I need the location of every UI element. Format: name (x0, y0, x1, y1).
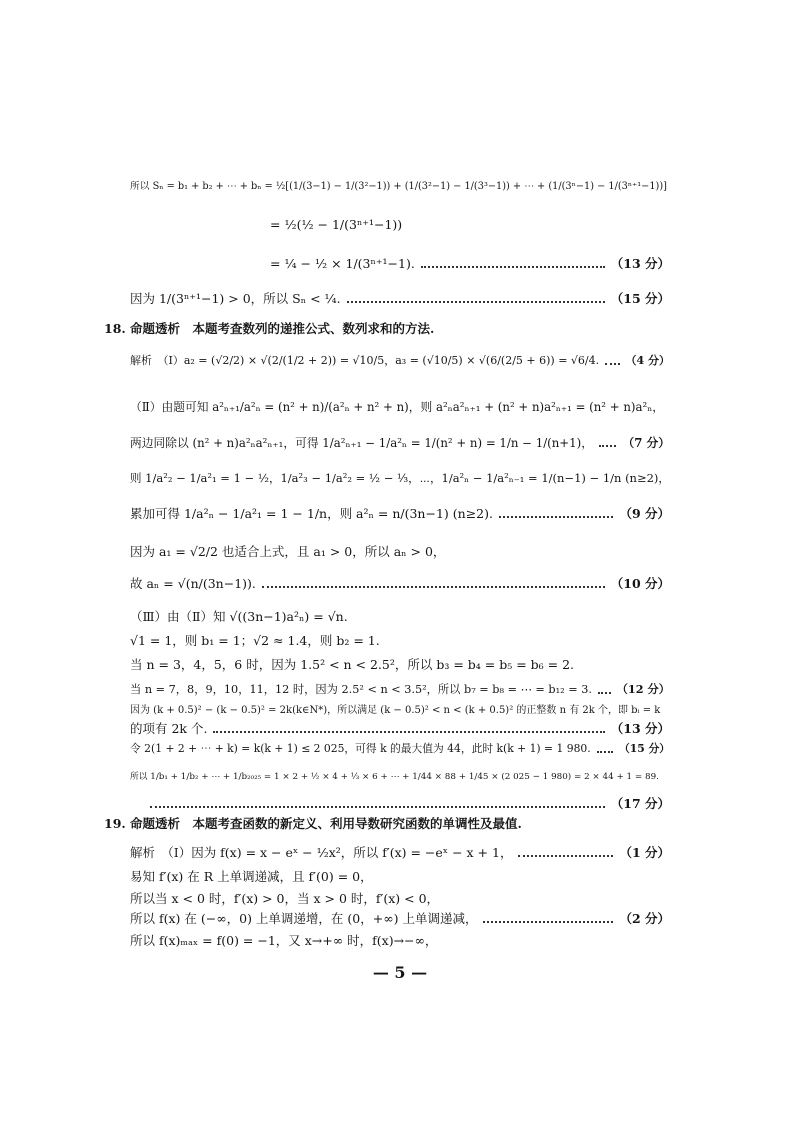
q18-part3-line7 (130, 740, 670, 758)
leader-dots (421, 266, 605, 268)
question-18-title: 命题透析 本题考查数列的递推公式、数列求和的方法. (130, 321, 435, 336)
sum-expansion-line: 所以 Sₙ = b₁ + b₂ + ⋯ + bₙ = ½[(1/(3−1) − 1/(3²−1)) + (1/(3²−1) − 1/(3³−1)) + ⋯ + (1/(3ⁿ−1) − 1/(3ⁿ⁺¹−1))] (130, 181, 667, 192)
sum-conclusion-text: 因为 1/(3ⁿ⁺¹−1) > 0，所以 Sₙ < ¼. (130, 291, 341, 306)
q18-part3-line4-text: 当 n = 7，8，9，10，11，12 时，因为 2.5² < n < 3.5²，所以 b₇ = b₈ = ⋯ = b₁₂ = 3. (130, 683, 592, 696)
leader-dots (347, 301, 605, 303)
q19-part1-line4-text: 所以 f(x) 在 (−∞，0) 上单调递增，在 (0，+∞) 上单调递减， (130, 911, 478, 926)
score-15: （15 分） (610, 291, 670, 306)
q19-part1-line1 (130, 844, 670, 862)
score-17: （17 分） (610, 796, 670, 811)
q18-part3-line5: 因为 (k + 0.5)² − (k − 0.5)² = 2k(k∈N*)，所以满足 (k − 0.5)² < n < (k + 0.5)² 的正整数 n 有 2k 个，即 bᵢ = k (130, 705, 661, 716)
score-15b: （15 分） (619, 742, 670, 755)
q18-part3-line6-text: 的项有 2k 个. (130, 721, 208, 736)
leader-dots (213, 731, 604, 733)
q18-part2-line6 (130, 575, 670, 593)
leader-dots (499, 516, 613, 518)
q18-part3-line8: 所以 1/b₁ + 1/b₂ + ⋯ + 1/b₂₀₂₅ = 1 × 2 + ½ × 4 + ⅓ × 6 + ⋯ + 1/44 × 88 + 1/45 × (2 025 − 1 980) = 2 × 44 + 1 = 89. (130, 772, 659, 782)
leader-dots (262, 586, 605, 588)
score-9: （9 分） (619, 506, 670, 521)
score-2: （2 分） (619, 911, 670, 926)
q18-part1-line (130, 352, 670, 370)
sum-result-line (270, 255, 670, 273)
question-19-title: 命题透析 本题考查函数的新定义、利用导数研究函数的单调性及最值. (130, 816, 522, 831)
leader-dots (518, 855, 613, 857)
page-number: — 5 — (372, 963, 428, 982)
q18-part3-line6 (130, 720, 670, 738)
leader-dots (599, 445, 617, 447)
score-7: （7 分） (622, 436, 670, 450)
score-13: （13 分） (610, 256, 670, 271)
q18-part2-line1: （Ⅱ）由题可知 a²ₙ₊₁/a²ₙ = (n² + n)/(a²ₙ + n² + n)，则 a²ₙa²ₙ₊₁ + (n² + n)a²ₙ₊₁ = (n² + n)a²ₙ， (130, 400, 665, 414)
score-4: （4 分） (625, 354, 670, 367)
q18-part2-line4-text: 累加可得 1/a²ₙ − 1/a²₁ = 1 − 1/n，则 a²ₙ = n/(3n−1) (n≥2). (130, 506, 493, 521)
score-12: （12 分） (616, 682, 670, 696)
q19-part1-line2: 易知 f′(x) 在 R 上单调递减，且 f′(0) = 0， (130, 869, 373, 884)
sum-simplified-line: = ½(½ − 1/(3ⁿ⁺¹−1)) (270, 217, 403, 232)
leader-dots (598, 692, 611, 694)
question-19-number: 19. (104, 816, 126, 831)
q18-part2-line2-text: 两边同除以 (n² + n)a²ₙa²ₙ₊₁，可得 1/a²ₙ₊₁ − 1/a²ₙ = 1/(n² + n) = 1/n − 1/(n+1)， (130, 436, 593, 450)
q18-part2-line4 (130, 505, 670, 523)
q19-part1-line1-text: 解析 （Ⅰ）因为 f(x) = x − eˣ − ½x²，所以 f′(x) = −eˣ − x + 1， (130, 845, 513, 860)
q18-part2-line3: 则 1/a²₂ − 1/a²₁ = 1 − ½，1/a²₃ − 1/a²₂ = ½ − ⅓，⋯，1/a²ₙ − 1/a²ₙ₋₁ = 1/(n−1) − 1/n (n≥2)， (130, 471, 670, 485)
q18-part3-line9 (130, 795, 670, 813)
q19-part1-line5: 所以 f(x)ₘₐₓ = f(0) = −1，又 x→+∞ 时，f(x)→−∞， (130, 933, 438, 948)
q18-part2-line2 (130, 434, 670, 452)
sum-conclusion-line (130, 290, 670, 308)
q19-part1-line4 (130, 910, 670, 928)
q18-part3-line1: （Ⅲ）由（Ⅱ）知 √((3n−1)a²ₙ) = √n. (130, 609, 348, 624)
leader-dots (483, 921, 613, 923)
q18-part2-line5: 因为 a₁ = √2/2 也适合上式，且 a₁ > 0，所以 aₙ > 0， (130, 544, 446, 559)
question-18-number: 18. (104, 321, 126, 336)
leader-dots (605, 363, 619, 365)
sum-result-text: = ¼ − ½ × 1/(3ⁿ⁺¹−1). (270, 256, 415, 271)
q19-part1-line3: 所以当 x < 0 时，f′(x) > 0，当 x > 0 时，f′(x) < 0， (130, 891, 440, 906)
q18-part3-line2: √1 = 1，则 b₁ = 1；√2 ≈ 1.4，则 b₂ = 1. (130, 633, 380, 648)
q18-part2-line6-text: 故 aₙ = √(n/(3n−1)). (130, 576, 256, 591)
q18-part3-line3: 当 n = 3，4，5，6 时，因为 1.5² < n < 2.5²，所以 b₃ = b₄ = b₅ = b₆ = 2. (130, 657, 575, 672)
score-1: （1 分） (619, 845, 670, 860)
score-10: （10 分） (610, 576, 670, 591)
score-13b: （13 分） (610, 721, 670, 736)
q18-part1-text: 解析 （Ⅰ）a₂ = (√2/2) × √(2/(1/2 + 2)) = √10/5，a₃ = (√10/5) × √(6/(2/5 + 6)) = √6/4. (130, 354, 600, 367)
q18-part3-line4 (130, 680, 670, 699)
leader-dots (597, 751, 613, 753)
q18-part3-line7-text: 令 2(1 + 2 + ⋯ + k) = k(k + 1) ≤ 2 025，可得 k 的最大值为 44，此时 k(k + 1) = 1 980. (130, 742, 591, 755)
leader-dots (150, 806, 605, 808)
